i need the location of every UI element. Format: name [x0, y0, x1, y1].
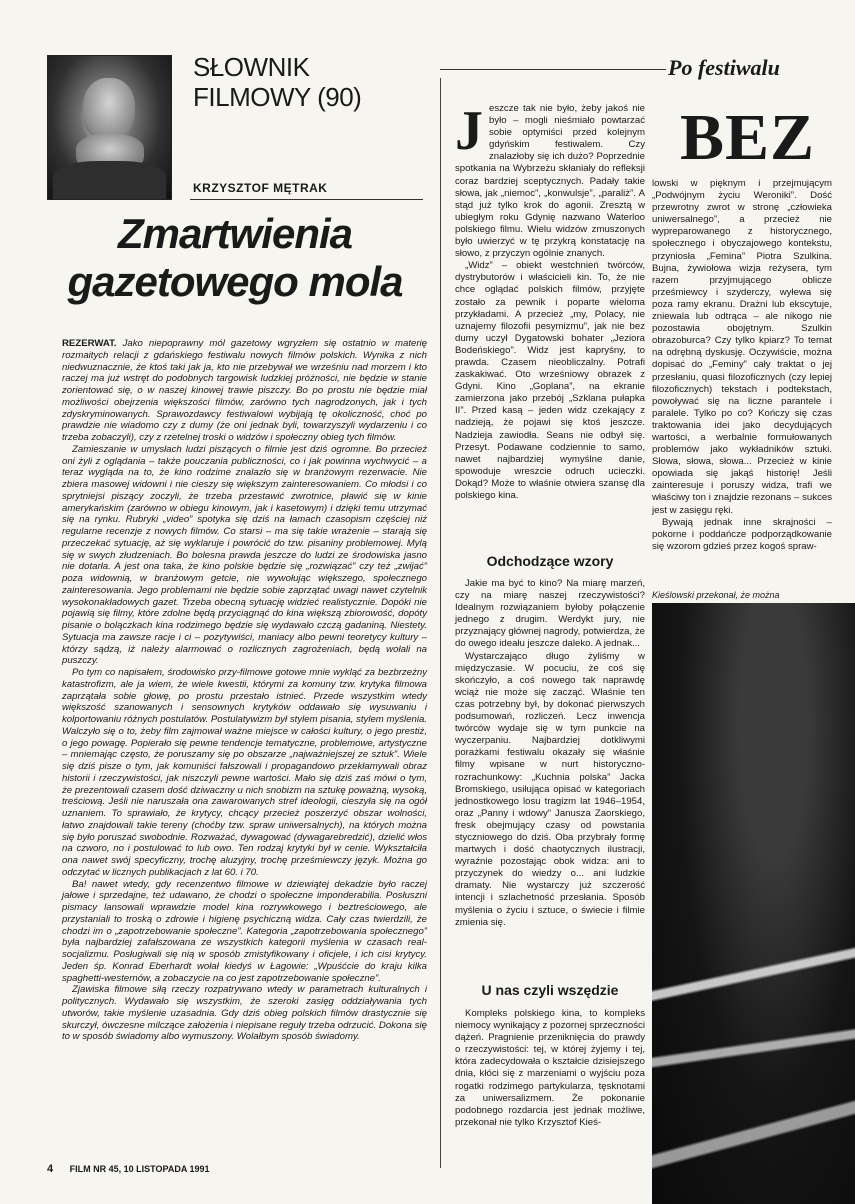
photo-shirt — [53, 161, 166, 199]
film-still-photo — [652, 603, 855, 1204]
left-paragraph-1 — [62, 338, 427, 444]
section1-paragraph-2: Wystarczająco długo żyliśmy w międzyczasie. W pocuciu, że coś się skończyło, a coś nowego tak naprawdę wciąż nie może się zacząć. Właśnie ten czas potrzebny był, by dokonać pierwszych podsumowań, rozliczeń. Lecz inwencja twórców wydaje się w tym punkcie na wyczerpaniu. Najbardziej dotkliwymi porażkami festiwalu okazały się właśnie filmy wpisane w nurt historyczno-rozrachunkowy: „Kuchnia polska” Jacka Bromskiego, usiłująca opisać w kategoriach jednostkowego losu tragizm lat 1946–1954, oraz „Panny i wdowy” Janusza Zaorskiego, fresk obejmujący czasy od powstania styczniowego do dziś. Oba przybrały formę martwych i dość chaotycznych ilustracji, wyraźnie pozostając obok widza: ani to przyczynek do wiedzy o... ani ludzkie dramaty. Nie wystarczy już szczerość intencji i szlachetność przesłania. Sposób myślenia o życiu i sztuce, o świecie i filmie zmienia się. — [455, 650, 645, 928]
left-paragraph-4: Ba! nawet wtedy, gdy recenzentwo filmowe w dziewiątej dekadzie było raczej jałowe i sprzedajne, też udawano, że chodzi o społeczne imponderabilia. Posłuszni pismacy lansowali wprawdzie model kina rozrywkowego i beztreściowego, ale przystaniali to troską o zdrowie i higienę psychiczną widza. Cały czas twierdzili, że chodzi im o „zapotrzebowanie społeczne”. Kategoria „zapotrzebowania społecznego” była najbardziej zafałszowana ze wszystkich kategorii myślenia w czasach real-socjalizmu. Posługiwali się nią w sposób zmistyfikowany i oficjele, i ich cisi krytycy. Jeden śp. Konrad Eberhardt wołał kiedyś w Łagowie: „Wpuśćcie do kraju kilka spaghetti-westernów, a zobaczycie na co jest zapotrzebowanie społeczne”. — [62, 878, 427, 984]
right-column-body — [652, 178, 832, 553]
mid-column-section-1 — [455, 578, 645, 929]
author-name: KRZYSZTOF MĘTRAK — [193, 181, 328, 195]
right-paragraph-2: Bywają jednak inne skrajności – pokorne i poddańcze podporządkowanie się wzorom gdzieś przez kogoś spraw- — [652, 516, 832, 552]
left-paragraph-2: Zamieszanie w umysłach ludzi piszących o filmie jest dziś ogromne. Bo przecież oni żyli z oglądania – także pouczania publiczności, co i jak powinna wychwycić – a teraz wygląda na to, że kino rodzime znalazło się w branżowym rezerwacie. Nie zbiera masowej widowni i nie cieszy się większym zainteresowaniem. Co młodsi i co sprytniejsi piszący zoczyli, że trzeba przestawić zwrotnice, pławić się w kinie amerykańskim (zarówno w obiegu kinowym, jak i kasetowym) i dzięki temu utrzymać się na rynku. Rubryki „video” spotyka się dziś na łamach czasopism częściej niż regularne recenzje z nowych filmów. Co starsi – ma się takie wrażenie – starają się przeczekać sytuację, aż się wyklaruje i powrócić do tzw. pisaniny problemowej. Mylą się w swych złudzeniach. Bo bolesna prawda jeszcze do ludzi ze środowiska jasno nie dotarła. A jest ona taka, że kino polskie będzie się „rozwiązać” czy też „zwijać” poza widownią, w branżowym getcie, nie wywołując większego, społecznego zainteresowania. Jego problemami nie będzie sobie zaprzątać uwagi nawet czytelnik wysokonakładowych gazet. Trzeba obecną sytuację widzieć realistycznie. Dopóki nie pojawią się filmy, które zdolne będą przyciągnąć do kina większą zbiorowość, dopóty pisanie o bolączkach kina rodzimego będzie się wydawało czczą gadaniną. Niestety. Sytuacja ma zawsze racje i ci – pozytywiści, maniacy albo pewni teoretycy kultury – którzy sądzą, iż należy alarmować o rozlicznych zagrożeniach, będą wołali na puszczy. — [62, 443, 427, 667]
left-paragraph-1-text: Jako niepoprawny mól gazetowy wgryzłem się ostatnio w materię rozmaitych relacji z gdańskiego festiwalu nowych filmów polskich. Wynika z nich niedwuznacznie, że ktoś taki jak ja, kto nie przebywał we wrześniu nad morzem i kto raczej ma już wstręt do podobnych targowisk ludzkiej próżności, nie będzie w stanie zorientować się, o w naszej kinowej trawie piszczy. Bo po prostu nie będzie miał możliwości obejrzenia większości filmów, zarówno tych nagrodzonych, jak i tych zdyskryminowanych. Sprawozdawcy festiwalowi wybijają tę okoliczność, choć po prawdzie nie wiadomo czy z dumy (że oni jednak byli, towarzyszyli wydarzeniu i co trzeba zobaczyli), czy z rzetelnej troski o widzów i społeczny obieg tych filmów. — [62, 338, 427, 443]
right-title: BEZ — [680, 101, 816, 174]
section-rule — [440, 69, 666, 70]
series-title-line-1: SŁOWNIK — [193, 52, 310, 82]
subhead-odchodzace-wzory: Odchodzące wzory — [486, 553, 614, 569]
mid-column-intro — [455, 100, 645, 502]
section1-paragraph-1: Jakie ma być to kino? Na miarę marzeń, czy na miarę naszej rzeczywistości? Idealnym rozwiązaniem byłoby połączenie jednego z drugim. Werdykt jury, nie przyznający głównej nagrody, potwierdza, że do owego ideału jeszcze daleko. A jednak... — [455, 578, 645, 650]
page-number: 4 — [47, 1163, 54, 1175]
section2-paragraph-1: Kompleks polskiego kina, to kompleks niemocy wynikający z pozornej sprzeczności dążeń. Pragnienie przeniknięcia do prawdy o rzeczywistości: tej, w której żyjemy i tej, która zadecydowała o kształcie dzisiejszego dnia, kłóci się z marzeniami o wyjściu poza rogatki rodzimego partykularza, tęsknotami za uniwersalizmem. Że pokonanie podobnego rozdarcia jest jednak możliwe, przekonał nie tylko Krzysztof Kieś- — [455, 1008, 645, 1128]
author-photo — [47, 55, 172, 200]
subhead-u-nas-czyli-wszedzie: U nas czyli wszędzie — [481, 982, 619, 998]
headline-line-2: gazetowego mola — [67, 258, 403, 305]
lead-label: REZERWAT. — [62, 338, 117, 349]
left-article-body — [62, 338, 427, 1043]
mid-column-section-2 — [455, 1008, 645, 1129]
left-paragraph-5: Zjawiska filmowe siłą rzeczy rozpatrywano wtedy w parametrach kulturalnych i politycznych. Wydawało się wszystkim, że szeroki zasięg oddziaływania tych utworów, takie myślenie uzasadnia. Gdy dziś obieg polskich filmów drastycznie się skurczył, ówczesne milczące założenia i niepisane reguły trzeba odrzucić. Dokona się to w sposób świadomy albo wymuszony. Wolałbym sposób świadomy. — [62, 984, 427, 1043]
issue-info: FILM NR 45, 10 LISTOPADA 1991 — [69, 1164, 210, 1174]
photo-caption: Kieślowski przekonał, że można — [652, 590, 780, 600]
series-title — [193, 52, 423, 112]
right-paragraph-1: lowski w pięknym i przejmującym „Podwójnym życiu Weroniki”. Dość przewrotny zwrot w stronę „człowieka uniwersalnego”, a przecież nie wypreparowanego z historycznego, społecznego i obyczajowego kontekstu, przyniosła „Femina” Piotra Szulkina. Bujna, żywiołowa wizja reżysera, tym razem przyjmującego oblicze prześmiewcy i szyderczy, wyłewa się poza ramy ekranu. Drażni lub ekscytuje, zniewala lub odtrąca – ale nikogo nie pozostawia obojętnym. Szulkin obrazoburca? Czy tylko kpiarz? To temat na odrębną dyskusję. Oczywiście, można dopisać do „Feminy” cały traktat o jej przesłaniu, quasi filozoficznych (czy lepiej filozoficznych) tekstach i podtekstach, powoływać się na liczne parantele i paralele. Tylko po co? Kończy się czas traktowania idei jako decydujących wartości, a werbalnie formułowanych problemów jako wykładników sztuki. Słowa, słowa, słowa... Przecież w kinie opowiada się jakąś historię! Jeśli zainteresuje i poruszy widza, trafi we właściwy ton i znajdzie rezonans – sukces jest w zasięgu ręki. — [652, 178, 832, 516]
drop-cap: J — [455, 100, 483, 162]
page-footer — [47, 1163, 210, 1175]
headline — [47, 210, 423, 306]
mid-paragraph-1: eszcze tak nie było, żeby jakoś nie było – mogli nieśmiało powtarzać sobie optymiści przed kolejnym gdyńskim festiwalem. Czy znalazłoby się ich dużo? Poprzednie spotkania na Wybrzeżu skłaniały do refleksji coraz bardziej sceptycznych. Padały takie słowa, jak „niemoc”, „konwulsje”, „paraliż”. A stąd już tylko krok do agonii. Zresztą w ubiegłym roku Gdynię nazwano Waterloo polskiego filmu. Wielu widzów zmuszonych było uwierzyć w tę przykrą konstatację na słowo, z przyczyn ogólnie znanych. — [455, 103, 645, 260]
section-label: Po festiwalu — [668, 55, 780, 80]
photo-face — [83, 78, 135, 140]
headline-line-1: Zmartwienia — [117, 210, 353, 257]
author-rule — [190, 199, 423, 200]
mid-paragraph-2: „Widz” – obiekt westchnień twórców, dystrybutorów i właścicieli kin. To, że nie chce oglądać polskich filmów, przyjęte zostało za pewnik i poparte wieloma przykładami. A przecież „my, Polacy, nie uznajemy filozofii pesymizmu”, jak nie bez dumy uczył Dygatowski bohater „Jeziora Bodeńskiego”. Widz jest kapryśny, to prawda. Czasem nieobliczalny. Potrafi zaskakiwać. Oto wrześniowy obrazek z Gdyni. Kino „Goplana”, na ekranie zamierzona jako przebój „Szklana pułapka II”. Przed kasą – jeden widz czekający z nadzieją, że pojawi się ktoś jeszcze. Nadzieja zawiodła. Seans nie odbył się. Przesyt. Podawane codziennie to samo, nawet najbardziej wymyślne danie, spowoduje wreszcie odruch ucieczki. Dokąd? Może to właśnie otwiera szansę dla polskiego kina. — [455, 260, 645, 501]
column-divider — [440, 78, 441, 1168]
left-paragraph-3: Po tym co napisałem, środowisko przy-filmowe gotowe mnie wykląć za bezbrzeżny katastrofizm, ale ja wiem, że wiele kwestii, którymi za komuny tzw. krytyka filmowa zaprzątała sobie głowę, po prostu przestało istnieć. Przede wszystkim wtedy większość szanowanych i sensownych krytyków oddawało się wysuwaniu i kolportowaniu różnych postulatów. Postulatywizm był stylem pisania, stylem myślenia. Walczyło się o to, żeby film zajmował ważne miejsce w całości kultury, o jego prestiż, o jego powagę. Popierało się pewne tendencje tematyczne, problemowe, artystyczne – mniemając często, że poruszamy się po obszarze „najważniejszej ze sztuk”. Wiele się dziś pisze o tym, jak komuniści fałszowali i propagandowo przekłamywali obraz historii i rzeczywistości, jak niszczyli pewne wartości. Mało się dziś zaś mówi o tym, że prezentowali czasem dość dziwaczny u nich snobizm na sztukę poważną, wysoką, treściową. Jeśli nie naruszała ona zawarowanych stref ideologii, cieszyła się na ogół uznaniem. To sprawiało, że krytycy, chcący przecież poszerzyć obszar wolności, łatwo znajdowali takie tereny (choćby tzw. spraw uniwersalnych), na których można się było poruszać swobodnie. Rozważać, dywagować (dywagarebredzić), dzielić włos na czworo, no i postulować to lub owo. Ten rodzaj krytyki był w cenie. Wykształciła ona nawet swój specyficzny, trochę aluzyjny, trochę prześmiewczy język. Można go odczytać w licznych publikacjach z lat 60. i 70. — [62, 667, 427, 878]
series-title-line-2: FILMOWY (90) — [193, 82, 362, 112]
